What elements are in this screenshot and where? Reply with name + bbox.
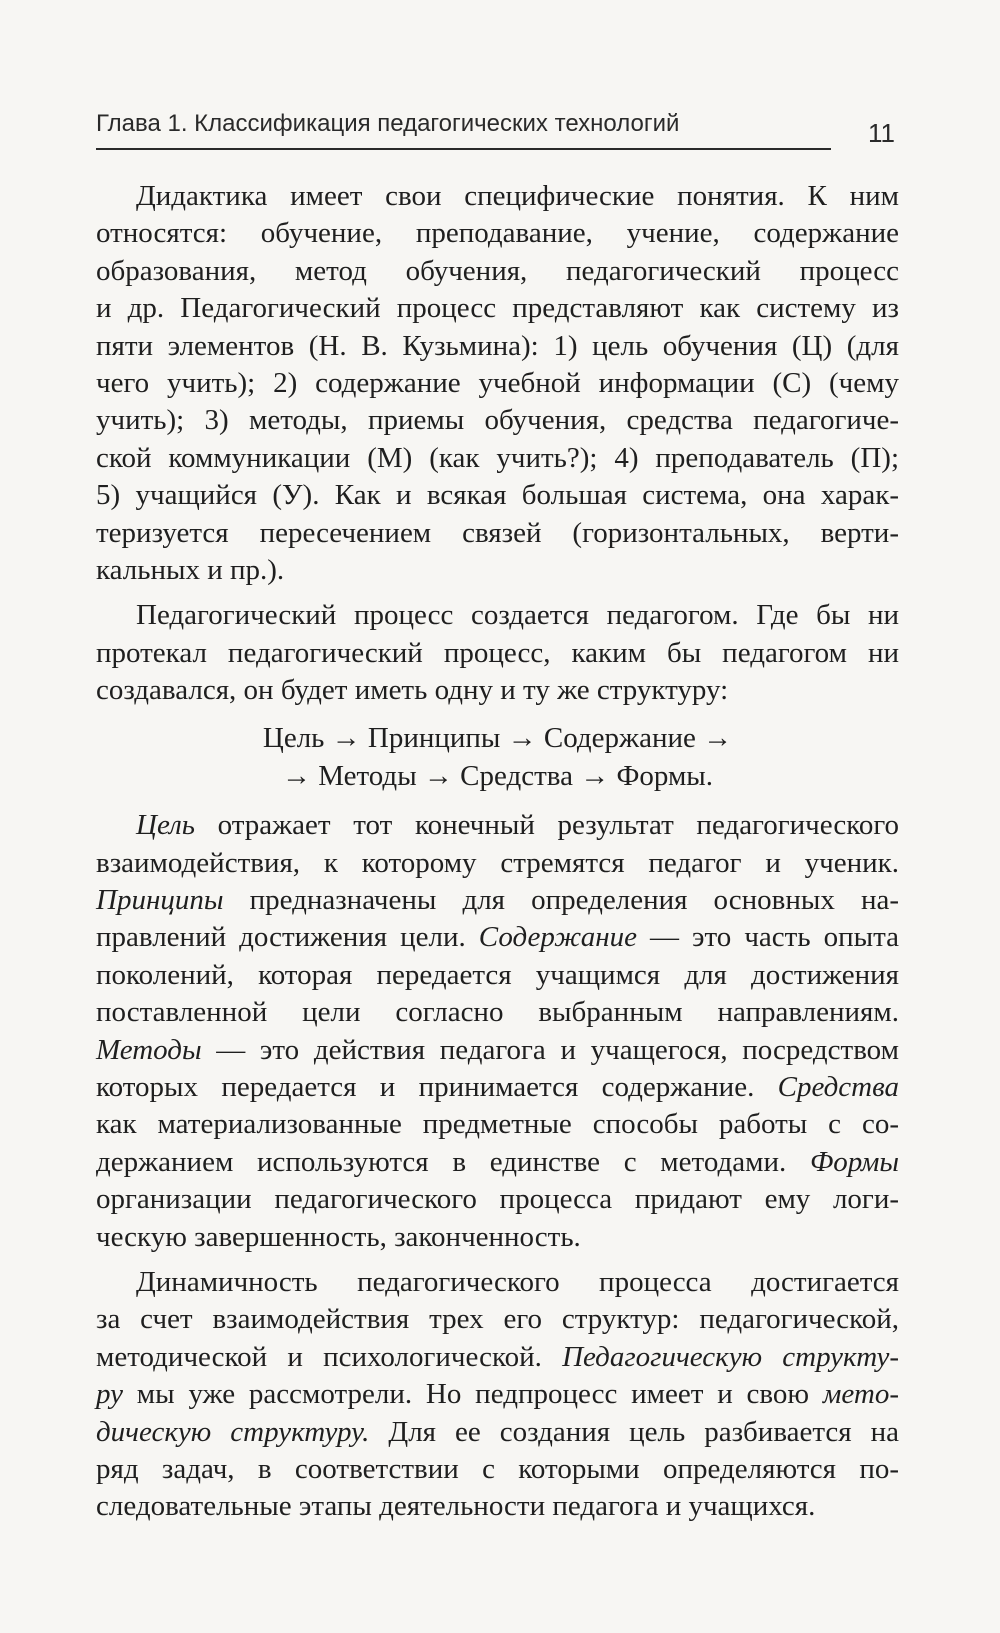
text-line [96,290,899,327]
text-line [96,1376,899,1413]
text-line [96,1339,899,1376]
body-text [96,178,899,1526]
text-run: пяти элементов (Н. В. Кузьмина): 1) цель обучения (Ц) (для [96,329,899,362]
emphasized-term: Методы [96,1033,202,1066]
text-line [96,807,899,844]
text-line [96,635,899,672]
text-line [96,365,899,402]
text-run: ческую завершенность, законченность. [96,1220,581,1253]
text-run: мы уже рассмотрели. Но педпроцесс имеет и свою [123,1378,823,1411]
text-section-1 [96,178,899,709]
text-run: как материализованные предметные способы работы с со- [96,1108,899,1141]
text-line [96,1414,899,1451]
emphasized-term: Средства [777,1070,899,1103]
text-run: которых передается и принимается содержание. [96,1070,778,1103]
text-line [96,1451,899,1488]
emphasized-term: ру [96,1378,123,1411]
text-line [96,477,899,514]
text-line [96,994,899,1031]
text-line [96,515,899,552]
running-head: Глава 1. Классификация педагогических технологий [96,110,831,150]
text-line [96,1264,899,1301]
text-run: 5) учащийся (У). Как и всякая большая система, она харак- [96,479,899,512]
text-run: Дидактика имеет свои специфические понятия. К ним [136,180,899,212]
text-run: — это часть опыта [636,921,899,954]
paragraph [96,807,899,1256]
page-number: 11 [868,118,895,148]
text-section-2 [96,807,899,1525]
text-run: относятся: обучение, преподавание, учение, содержание [96,217,899,250]
text-line [96,253,899,290]
text-run: взаимодействия, к которому стремятся педагог и ученик. [96,846,899,879]
emphasized-term: дическую структуру. [96,1415,370,1448]
text-run: Динамичность педагогического процесса достигается [136,1265,899,1298]
paragraph [96,1264,899,1526]
text-line [96,1144,899,1181]
emphasized-term: мето- [822,1378,899,1411]
text-run: за счет взаимодействия трех его структур: педагогической, [96,1303,899,1336]
emphasized-term: Педагогическую структу- [562,1340,899,1373]
text-line [96,1106,899,1143]
text-line [96,597,899,634]
text-line [96,672,899,709]
text-line [96,1488,899,1525]
formula-line-2: → Методы → Средства → Формы. [281,759,714,792]
text-line [96,1069,899,1106]
text-run: поставленной цели согласно выбранным направлениям. [96,996,899,1029]
text-line [96,328,899,365]
text-run: создавался, он будет иметь одну и ту же структуру: [96,674,729,707]
text-line [96,215,899,252]
text-run: правлений достижения цели. [96,921,479,954]
text-run: держанием используются в единстве с методами. [96,1145,810,1178]
text-run: образования, метод обучения, педагогический процесс [96,254,899,287]
emphasized-term: Цель [136,809,195,842]
emphasized-term: Содержание [478,921,637,954]
text-run: поколений, которая передается учащимся для достижения [96,958,899,991]
paragraph [96,597,899,709]
text-run: Педагогический процесс создается педагогом. Где бы ни [136,599,899,632]
text-line [96,440,899,477]
text-line [96,919,899,956]
text-line [96,178,899,215]
text-run: методической и психологической. [96,1340,563,1373]
text-run: ской коммуникации (М) (как учить?); 4) преподаватель (П); [96,441,899,474]
text-run: Для ее создания цель разбивается на [369,1415,900,1448]
formula-line-1: Цель → Принципы → Содержание → [262,722,733,755]
text-run: предназначены для определения основных на- [223,884,899,917]
text-run: следовательные этапы деятельности педагога и учащихся. [96,1490,816,1523]
text-run: ряд задач, в соответствии с которыми определяются по- [96,1452,899,1485]
text-run: теризуется пересечением связей (горизонтальных, верти- [96,516,899,549]
emphasized-term: Принципы [96,884,224,917]
structure-formula [96,720,899,795]
text-run: и др. Педагогический процесс представляют как систему из [96,292,899,325]
text-run: чего учить); 2) содержание учебной информации (С) (чему [96,366,899,399]
text-run: кальных и пр.). [96,553,285,586]
text-run: учить); 3) методы, приемы обучения, средства педагогиче- [96,404,899,437]
text-run: протекал педагогический процесс, каким бы педагогом ни [96,636,899,669]
text-line [96,1301,899,1338]
text-line [96,845,899,882]
emphasized-term: Формы [809,1145,899,1178]
text-line [96,1181,899,1218]
text-run: — это действия педагога и учащегося, посредством [201,1033,899,1066]
text-run: отражает тот конечный результат педагогического [194,809,899,842]
text-line [96,402,899,439]
text-line [96,1032,899,1069]
text-line [96,1219,899,1256]
paragraph [96,178,899,589]
text-line [96,882,899,919]
text-line [96,552,899,589]
text-line [96,957,899,994]
text-run: организации педагогического процесса придают ему логи- [96,1183,899,1216]
